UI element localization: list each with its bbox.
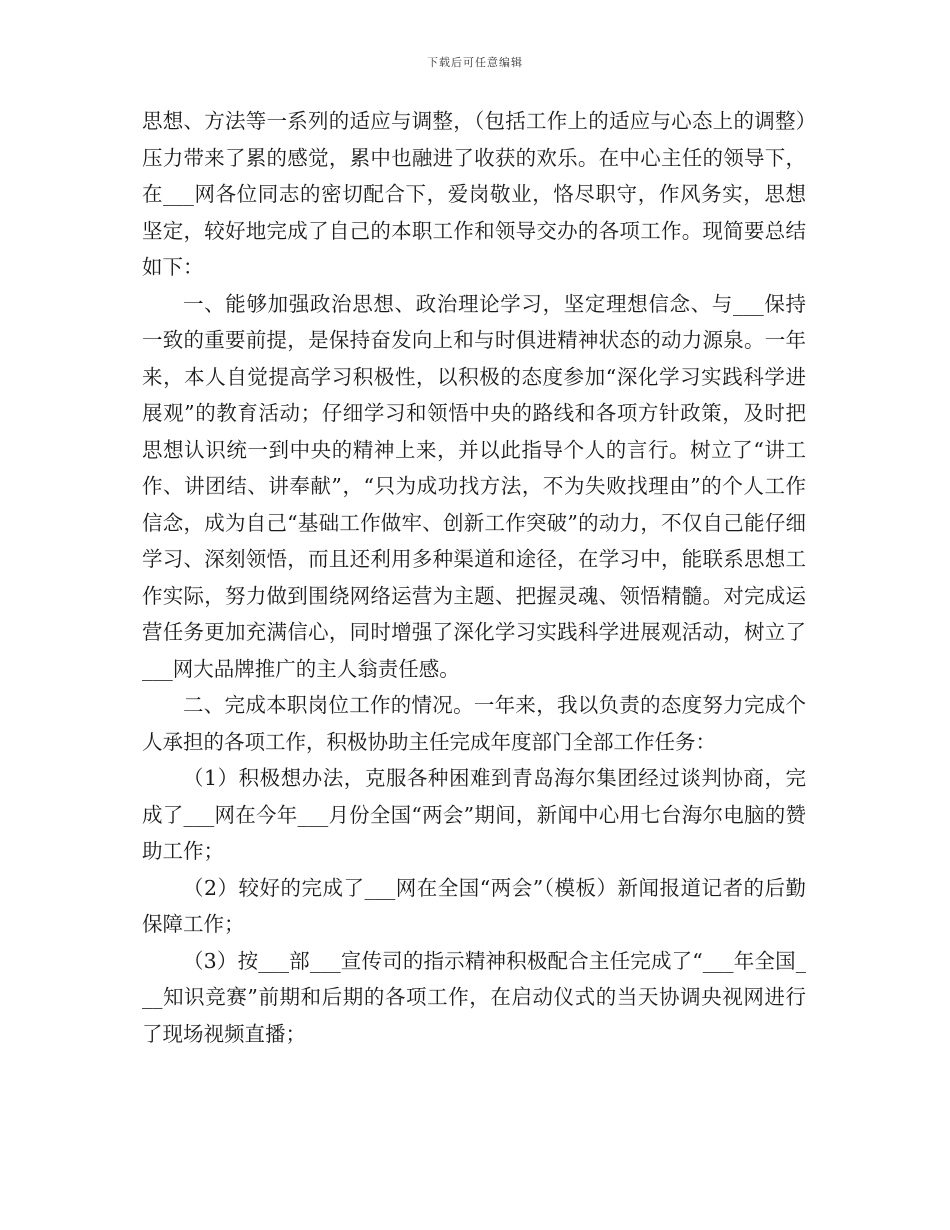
paragraph-item-3: （3）按___部___宣传司的指示精神积极配合主任完成了“___年全国___知识竞赛”前期和后期的各项工作，在启动仪式的当天协调央视网进行了现场视频直播； [142,948,806,1046]
document-body [142,103,806,1052]
paragraph-item-1: （1）积极想办法，克服各种困难到青岛海尔集团经过谈判协商，完成了___网在今年___月份全国“两会”期间，新闻中心用七台海尔电脑的赞助工作； [142,766,806,863]
paragraph-item-2: （2）较好的完成了___网在全国“两会”（模板）新闻报道记者的后勤保障工作； [142,875,806,936]
paragraph-section-two: 二、完成本职岗位工作的情况。一年来，我以负责的态度努力完成个人承担的各项工作，积极协助主任完成年度部门全部工作任务： [142,693,806,754]
paragraph-section-one: 一、能够加强政治思想、政治理论学习，坚定理想信念、与___保持一致的重要前提，是保持奋发向上和与时俱进精神状态的动力源泉。一年来，本人自觉提高学习积极性，以积极的态度参加“深化学习实践科学进展观”的教育活动；仔细学习和领悟中央的路线和各项方针政策，及时把思想认识统一到中央的精神上来，并以此指导个人的言行。树立了“讲工作、讲团结、讲奉献”，“只为成功找方法，不为失败找理由”的个人工作信念，成为自己“基础工作做牢、创新工作突破”的动力，不仅自己能仔细学习、深刻领悟，而且还利用多种渠道和途径，在学习中，能联系思想工作实际，努力做到围绕网络运营为主题、把握灵魂、领悟精髓。对完成运营任务更加充满信心，同时增强了深化学习实践科学进展观活动，树立了___网大品牌推广的主人翁责任感。 [142,291,806,681]
header-note: 下载后可任意编辑 [427,56,523,69]
paragraph-intro: 思想、方法等一系列的适应与调整，（包括工作上的适应与心态上的调整）压力带来了累的感觉，累中也融进了收获的欢乐。在中心主任的领导下，在___网各位同志的密切配合下，爱岗敬业，恪尽职守，作风务实，思想坚定，较好地完成了自己的本职工作和领导交办的各项工作。现简要总结如下： [142,109,806,279]
